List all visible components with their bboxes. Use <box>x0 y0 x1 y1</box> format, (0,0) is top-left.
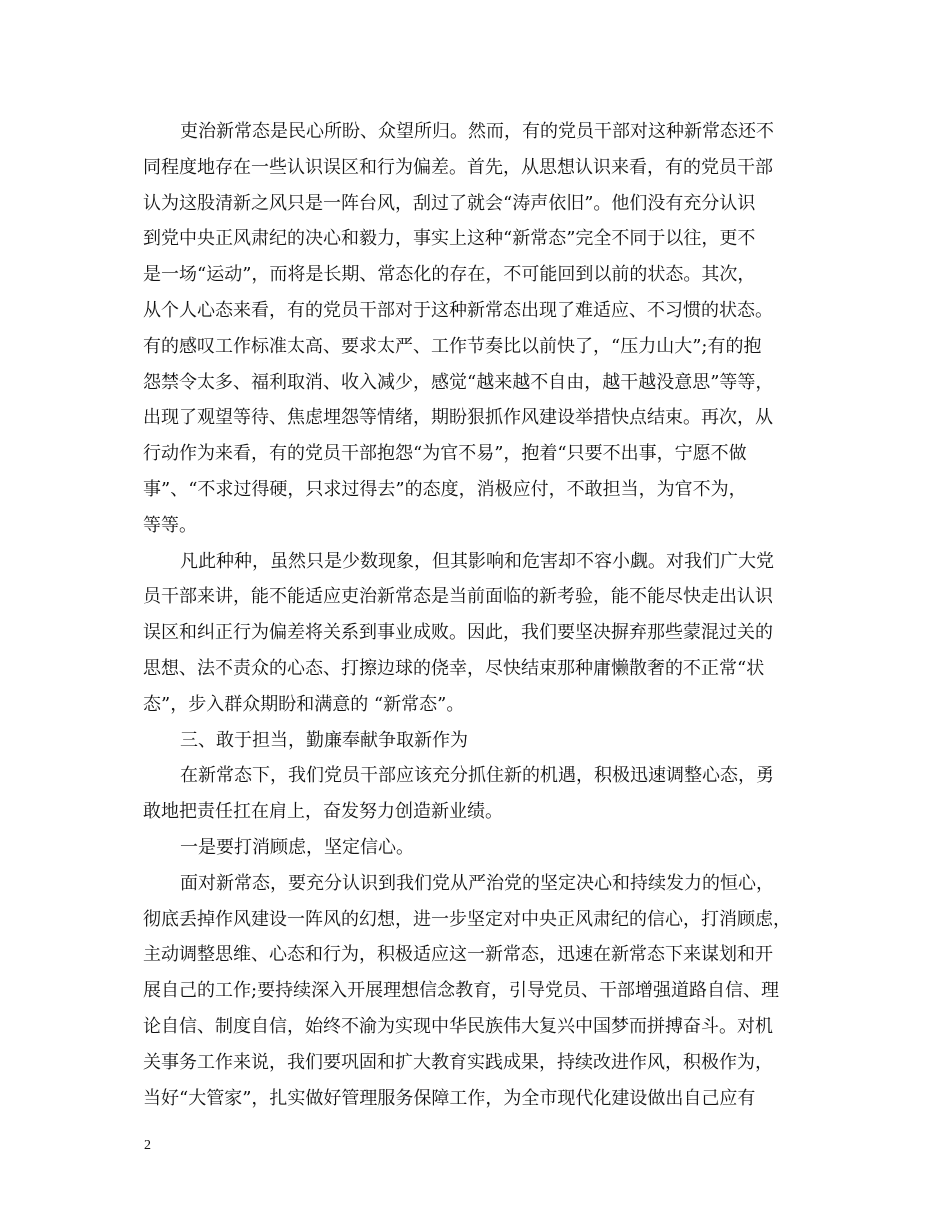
paragraph-4-line-6: 关事务工作来说，我们要巩固和扩大教育实践成果，持续改进作风，积极作为， <box>143 1051 773 1073</box>
body-text <box>143 114 815 1116</box>
paragraph-1-line-3: 认为这股清新之风只是一阵台风，刮过了就会“涛声依旧”。他们没有充分认识 <box>143 192 756 214</box>
paragraph-4-line-5: 论自信、制度自信，始终不渝为实现中华民族伟大复兴中国梦而拼搏奋斗。对机 <box>143 1015 773 1037</box>
subheading-point-one: 一是要打消顾虑，坚定信心。 <box>180 836 414 858</box>
section-heading: 三、敢于担当，勤廉奉献争取新作为 <box>180 729 468 751</box>
paragraph-1-line-10: 行动作为来看，有的党员干部抱怨“为官不易”，抱着“只要不出事，宁愿不做 <box>143 443 747 465</box>
paragraph-1-line-8: 怨禁令太多、福利取消、收入减少，感觉“越来越不自由，越干越没意思”等等， <box>143 371 774 393</box>
paragraph-2-line-4: 思想、法不责众的心态、打擦边球的侥幸，尽快结束那种庸懒散奢的不正常“状 <box>143 657 765 679</box>
paragraph-4-line-3: 主动调整思维、心态和行为，积极适应这一新常态，迅速在新常态下来谋划和开 <box>143 944 773 966</box>
paragraph-2-line-5: 态”，步入群众期盼和满意的 “新常态”。 <box>143 693 465 715</box>
paragraph-4-line-7: 当好“大管家”，扎实做好管理服务保障工作，为全市现代化建设做出自己应有 <box>143 1087 756 1109</box>
paragraph-1-line-6: 从个人心态来看，有的党员干部对于这种新常态出现了难适应、不习惯的状态。 <box>143 299 773 321</box>
paragraph-4-line-4: 展自己的工作;要持续深入开展理想信念教育，引导党员、干部增强道路自信、理 <box>143 980 780 1002</box>
paragraph-1-line-2: 同程度地存在一些认识误区和行为偏差。首先，从思想认识来看，有的党员干部 <box>143 156 773 178</box>
paragraph-2-line-1: 凡此种种，虽然只是少数现象，但其影响和危害却不容小觑。对我们广大党 <box>180 550 774 572</box>
paragraph-2-line-2: 员干部来讲，能不能适应吏治新常态是当前面临的新考验，能不能尽快走出认识 <box>143 586 773 608</box>
paragraph-3-line-2: 敢地把责任扛在肩上，奋发努力创造新业绩。 <box>143 801 503 823</box>
paragraph-3-line-1: 在新常态下，我们党员干部应该充分抓住新的机遇，积极迅速调整心态，勇 <box>180 765 774 787</box>
paragraph-1-line-11: 事”、“不求过得硬，只求过得去”的态度，消极应付，不敢担当，为官不为， <box>143 478 747 500</box>
page-number: 2 <box>144 1138 151 1153</box>
paragraph-4-line-2: 彻底丢掉作风建设一阵风的幻想，进一步坚定对中央正风肃纪的信心，打消顾虑， <box>143 908 791 930</box>
paragraph-2-line-3: 误区和纠正行为偏差将关系到事业成败。因此，我们要坚决摒弃那些蒙混过关的 <box>143 622 773 644</box>
paragraph-1-line-1: 吏治新常态是民心所盼、众望所归。然而，有的党员干部对这种新常态还不 <box>180 121 774 142</box>
paragraph-1-line-5: 是一场“运动”，而将是长期、常态化的存在，不可能回到以前的状态。其次， <box>143 264 756 286</box>
paragraph-1-line-7: 有的感叹工作标准太高、要求太严、工作节奏比以前快了，“压力山大”;有的抱 <box>143 335 762 357</box>
paragraph-1-line-4: 到党中央正风肃纪的决心和毅力，事实上这种“新常态”完全不同于以往，更不 <box>143 228 756 250</box>
paragraph-1-line-9: 出现了观望等待、焦虑埋怨等情绪，期盼狠抓作风建设举措快点结束。再次，从 <box>143 407 773 429</box>
paragraph-1-line-12: 等等。 <box>143 514 197 536</box>
paragraph-4-line-1: 面对新常态，要充分认识到我们党从严治党的坚定决心和持续发力的恒心， <box>180 872 774 894</box>
